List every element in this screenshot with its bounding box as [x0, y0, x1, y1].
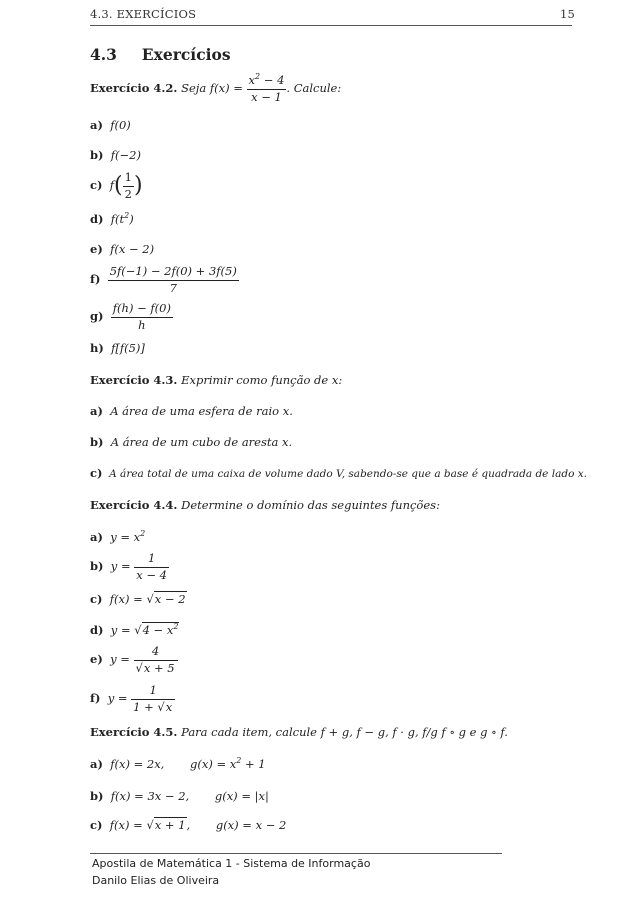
square-root: √x − 2 [146, 592, 186, 606]
section-number: 4.3 [90, 45, 117, 64]
list-item: f) $\frac{5f(-1) - 2f(0) + 3f(5)}{7}$ [90, 264, 237, 295]
footer-rule [90, 853, 502, 854]
exercise-4-3-statement [90, 373, 342, 387]
exercise-text: Determine o domínio das seguintes funções: [181, 498, 440, 512]
list-item: f) y = $\frac{1}{1 + √x}$ [90, 685, 175, 713]
list-item: h) f[f(5)] [90, 341, 145, 355]
list-item: b) f(x) = 3x − 2, g(x) = |x| [90, 789, 269, 803]
exercise-4-2-statement [90, 72, 342, 104]
list-item: e) y = $\frac{4}{√x + 5}$ [90, 646, 178, 674]
header-rule [90, 25, 572, 26]
exercise-label: Exercício 4.4. [90, 498, 178, 512]
footer-line-2: Danilo Elias de Oliveira [92, 874, 220, 887]
list-item: a) A área de uma esfera de raio x. [90, 404, 293, 418]
exercise-4-5-statement [90, 725, 508, 739]
list-item: d) $y = √4 - x^2$ [90, 622, 179, 637]
list-item: a) $y = x^2$ [90, 529, 146, 544]
list-item: b) y = $\frac{1}{x - 4}$ [90, 551, 167, 582]
function-lhs: f(x) = [209, 81, 243, 95]
list-item: b) f(−2) [90, 148, 141, 162]
exercise-label: Exercício 4.3. [90, 373, 178, 387]
running-title: 4.3. EXERCÍCIOS [90, 7, 197, 21]
exercise-label: Exercício 4.2. [90, 81, 178, 95]
square-root: √x [157, 699, 173, 714]
list-item: a) f(x) = 2x, $g(x) = x^2 + 1$ [90, 756, 266, 771]
exercise-text: Para cada item, calcule f + g, f − g, f · g, f/g f ∘ g e g ∘ f. [181, 725, 508, 739]
list-item: c) f(x) = √x − 2 [90, 592, 186, 606]
list-item: c) f( $\frac{1}{2}$ ) [90, 170, 143, 201]
list-item: c) A área total de uma caixa de volume dado V, sabendo-se que a base é quadrada de lado x. [90, 466, 587, 480]
list-item: d) $f(t^2)$ [90, 211, 134, 226]
list-item: a) f(0) [90, 118, 131, 132]
page-number: 15 [560, 7, 576, 21]
square-root: $√4 - x^2$ [134, 622, 179, 637]
exercise-text-tail: . Calcule: [286, 81, 342, 95]
square-root: √x + 5 [135, 660, 175, 675]
list-item: c) f(x) = √x + 1, g(x) = x − 2 [90, 818, 287, 832]
exercise-4-4-statement [90, 498, 440, 512]
exercise-text: Seja [181, 81, 207, 95]
section-heading [90, 45, 231, 64]
list-item: e) f(x − 2) [90, 242, 155, 256]
exercise-label: Exercício 4.5. [90, 725, 178, 739]
exercise-text: Exprimir como função de x: [181, 373, 343, 387]
list-item: g) $\frac{f(h) - f(0)}{h}$ [90, 301, 171, 332]
function-fraction: $\frac{x^2 - 4}{x - 1}$ [248, 72, 285, 104]
square-root: √x + 1 [146, 818, 186, 832]
list-item: b) A área de um cubo de aresta x. [90, 435, 293, 449]
section-title: Exercícios [141, 45, 231, 64]
footer-line-1: Apostila de Matemática 1 - Sistema de Informação [92, 857, 371, 870]
